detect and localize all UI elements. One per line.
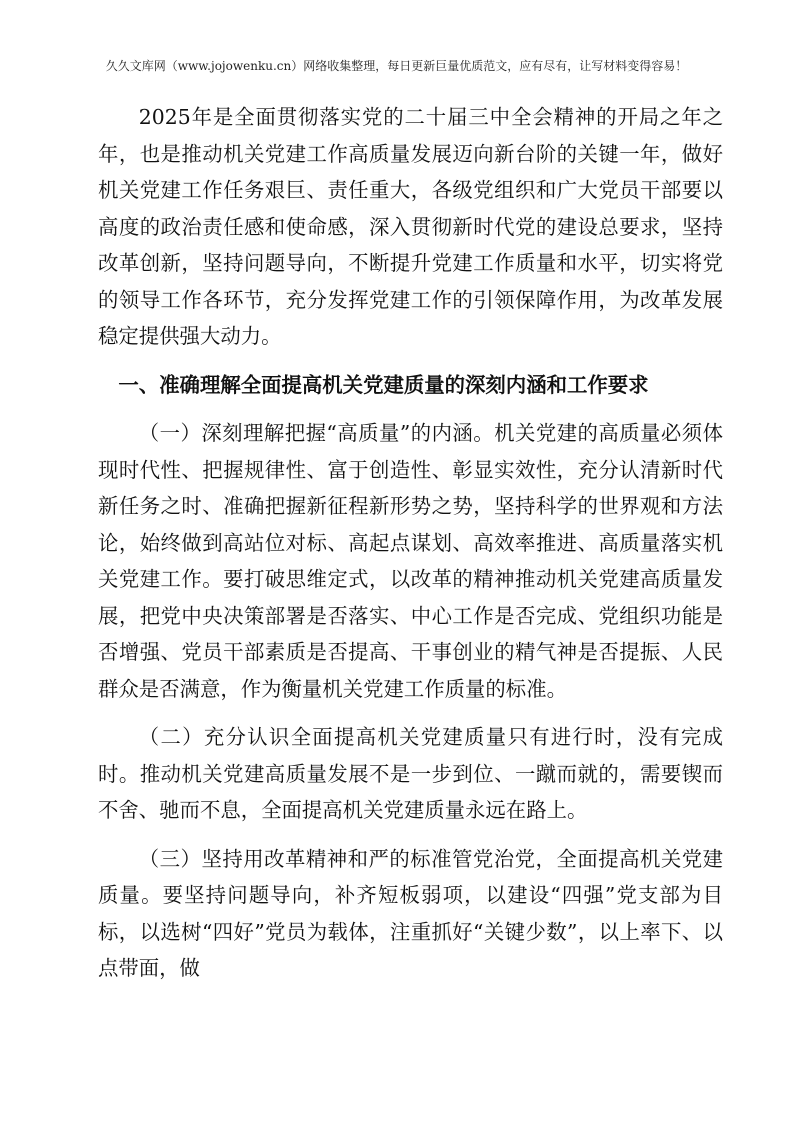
intro-paragraph: 2025年是全面贯彻落实党的二十届三中全会精神的开局之年之年，也是推动机关党建工作高质量发展迈向新台阶的关键一年，做好机关党建工作任务艰巨、责任重大，各级党组织和广大党员干部要以高度的政治责任感和使命感，深入贯彻新时代党的建设总要求，坚持改革创新，坚持问题导向，不断提升党建工作质量和水平，切实将党的领导工作各环节，充分发挥党建工作的引领保障作用，为改革发展稳定提供强大动力。: [98, 105, 723, 348]
paragraph-3: （三）坚持用改革精神和严的标准管党治党，全面提高机关党建质量。要坚持问题导向，补齐短板弱项，以建设“四强”党支部为目标，以选树“四好”党员为载体，注重抓好“关键少数”，以上率下、以点带面，做: [98, 846, 723, 980]
section-heading: 一、准确理解全面提高机关党建质量的深刻内涵和工作要求: [118, 372, 649, 397]
document-body: [98, 99, 723, 999]
paragraph-2: （二）充分认识全面提高机关党建质量只有进行时，没有完成时。推动机关党建高质量发展不是一步到位、一蹴而就的，需要锲而不舍、驰而不息，全面提高机关党建质量永远在路上。: [98, 725, 723, 822]
paragraph-1: （一）深刻理解把握“高质量”的内涵。机关党建的高质量必须体现时代性、把握规律性、富于创造性、彰显实效性，充分认清新时代新任务之时、准确把握新征程新形势之势，坚持科学的世界观和方法论，始终做到高站位对标、高起点谋划、高效率推进、高质量落实机关党建工作。要打破思维定式，以改革的精神推动机关党建高质量发展，把党中央决策部署是否落实、中心工作是否完成、党组织功能是否增强、党员干部素质是否提高、干事创业的精气神是否提振、人民群众是否满意，作为衡量机关党建工作质量的标准。: [98, 421, 723, 701]
page-header: 久久文库网（www.jojowenku.cn）网络收集整理，每日更新巨量优质范文，应有尽有，让写材料变得容易！: [105, 59, 688, 73]
